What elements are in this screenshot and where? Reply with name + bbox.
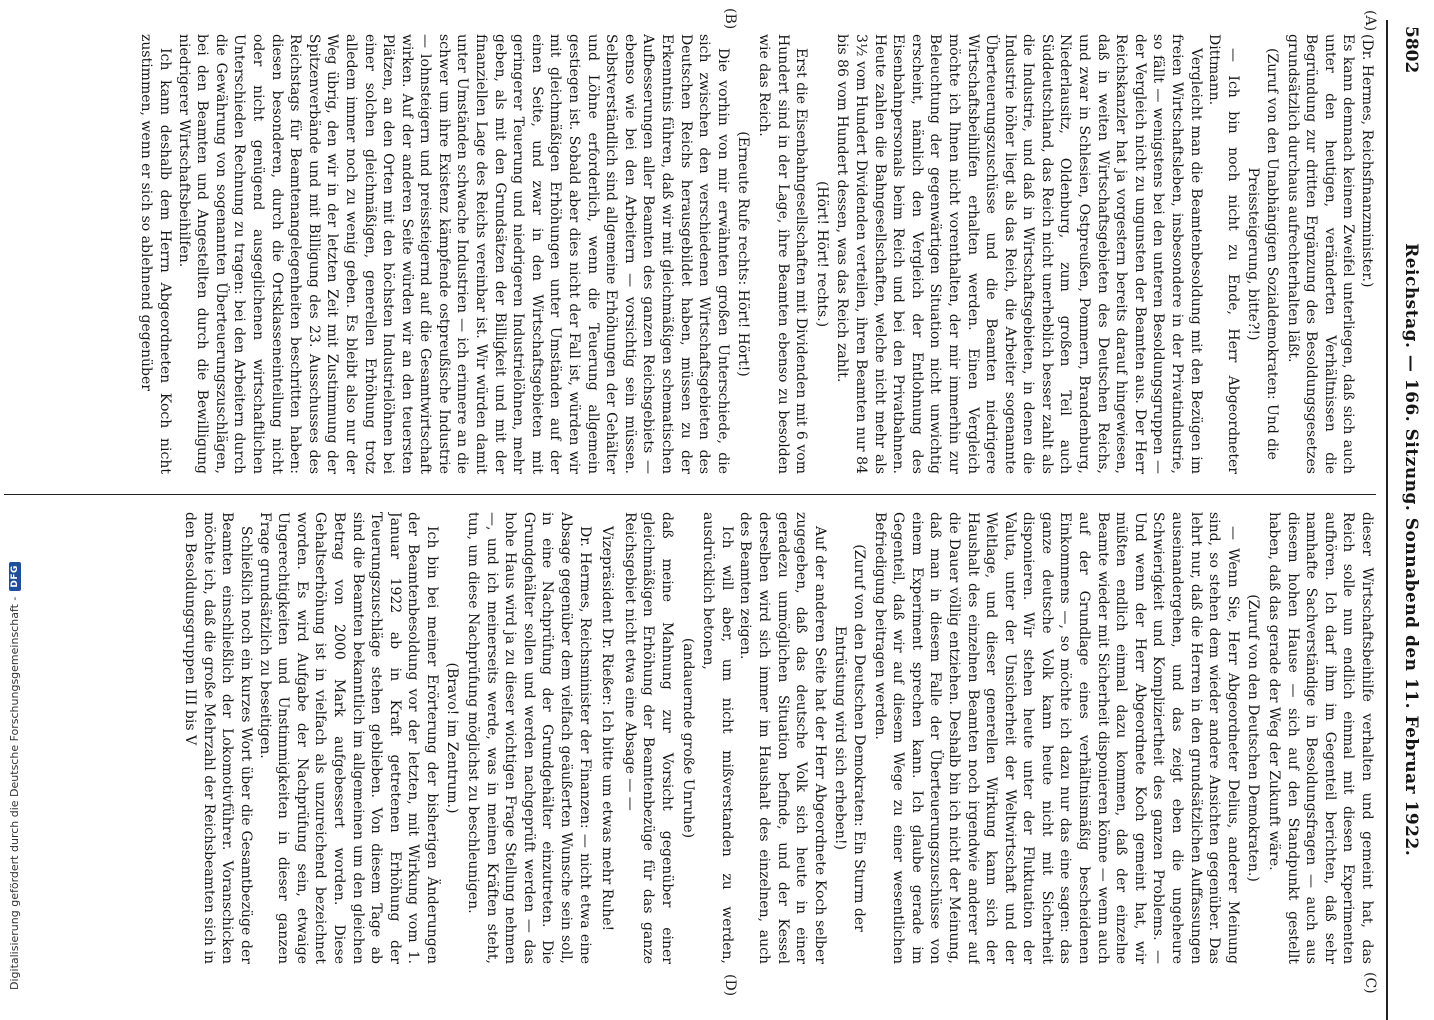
right-text-column — [4, 512, 1376, 964]
digitization-credit — [8, 562, 21, 990]
running-title: Reichstag. — 166. Sitzung. Sonnabend den 11. Februar 1922. — [1401, 243, 1421, 857]
paragraph: (Erneute Rufe rechts: Hört! Hört!) — [735, 131, 752, 377]
paragraph: (Zuruf von den Unabhängigen Sozialdemokraten: Und die Preissteigerung, bitte?!) — [1245, 48, 1281, 460]
margin-marker-d: (D) — [722, 974, 738, 997]
paragraph: — Wenn Sie, Herr Abgeordneter Delius, anderer Meinung sind, so stehen dem wieder andere Ansichten gegenüber. Das lehrt nur, daß die Herren in den grundsätzlichen Auffassungen auseinandergehen, und das zeigt eben die ungeheure Schwierigkeit und Kompliziertheit des ganzen Problems. — Und wenn der Herr Abgeordnete Koch gemeint hat, wir müßten endlich einmal dazu kommen, daß der einzelne Beamte wieder mit Sicherheit disponieren könne — wenn auch auf der Grundlage eines verhältnismäßig bescheidenen Einkommens —, so möchte ich dazu nur das eine sagen: das ganze deutsche Volk kann heute nicht mit Sicherheit disponieren. Wir stehen heute unter der Fluktuation der Valuta, unter der Unsicherheit der Weltwirtschaft und der Weltlage, und dieser generellen Wirkung kann sich der Haushalt des einzelnen Beamten noch irgendwie anderer auf die Dauer völlig entziehen. Deshalb bin ich nicht der Meinung, daß man in diesem Falle der Überteuerungszuschüsse von einem Experiment sprechen kann. Ich glaube gerade im Gegenteil, daß wir auf diesem Wege zu einer wesentlichen Befriedigung beitragen werden. — [871, 512, 1241, 964]
paragraph: Vergleicht man die Beamtenbesoldung mit den Bezügen im freien Wirtschaftsleben, insbesondere in der Privatindustrie, so fällt — wenigstens bei den unteren Besoldungsgruppen — der Vergleich nicht zu ungunsten der Beamten aus. Der Herr Reichskanzler hat ja vorgestern bereits darauf hingewiesen, daß in weiten Wirtschaftsgebieten des Deutschen Reichs, und zwar in Schlesien, Ostpreußen, Pommern, Brandenburg, Niederlausitz, Oldenburg, zum großen Teil auch Süddeutschland, das Reich nicht unerheblich besser zahlt als die Industrie, und daß in Wirtschaftsgebieten, in denen die Industrie höher liegt als das Reich, die Arbeiter sogenannte Überteuerungszuschüsse und die Beamten niedrigere Wirtschaftsbeihilfen erhalten werden. Einen Vergleich möchte ich Ihnen nicht vorenthalten, der mir immerhin zur Beleuchtung der gegenwärtigen Situation nicht unwichtig erscheint, nämlich den Vergleich der Entlohnung des Eisenbahnpersonals beim Reich und bei den Privatbahnen. Heute zahlen die Bahngesellschaften, welche nicht mehr als 3½ vom Hundert Dividenden verteilen, ihren Beamten nur 84 bis 86 vom Hundert dessen, was das Reich zahlt. — [834, 34, 1204, 474]
paragraph: Dr. Hermes, Reichsminister der Finanzen: — nicht etwa eine Absage gegenüber dem vielfach geäußerten Wunsche sein soll, in eine Nachprüfung der Grundgehälter einzutreten. Die Grundgehälter sollen und werden nachgeprüft werden — das hohe Haus wird ja zu dieser wichtigen Frage Stellung nehmen —, und ich meinerseits werde, was in meinen Kräften steht, tun, um diese Nachprüfung möglichst zu beschleunigen. — [465, 512, 593, 964]
left-text-column — [4, 34, 1376, 474]
column-divider — [4, 494, 1376, 495]
paragraph: Vizepräsident Dr. Rießer: Ich bitte um etwas mehr Ruhe! — [599, 526, 616, 932]
page-header — [1386, 20, 1434, 1020]
paragraph: dieser Wirtschaftsbeihilfe verhalten und gemeint hat, das Reich solle nun endlich einmal mit diesen Experimenten aufhören. Ich darf ihm im Gegenteil berichten, daß sehr namhafte Sachverständige in Besoldungsfragen — auch aus diesem hohen Hause — sich auf den Standpunkt gestellt haben, daß das gerade der Weg der Zukunft wäre. — [1266, 512, 1375, 964]
paragraph: Schließlich noch ein kurzes Wort über die Gesamtbezüge der Beamten einschließlich der Lokomotivführer. Voranschicken möchte ich, daß die große Mehrzahl der Reichsbeamten sich in den Besoldungsgruppen III bis V — [182, 512, 254, 964]
margin-marker-b: (B) — [722, 8, 738, 30]
paragraph: (Zuruf von den Deutschen Demokraten: Ein Sturm der Entrüstung wird sich erheben!) — [832, 544, 867, 932]
paragraph: (andauernde große Unruhe) — [679, 637, 696, 839]
paragraph: Auf der anderen Seite hat der Herr Abgeordnete Koch selber zugegeben, daß das deutsche Volk sich heute in einer geradezu unmöglichen Situation befinde, und der Kessel derselben wird sich immer im Haushalt des einzelnen, auch des Beamten zeigen. — [737, 512, 828, 964]
paragraph: — Ich bin noch nicht zu Ende, Herr Abgeordneter Dittmann. — [1206, 34, 1241, 474]
paragraph: (Bravo! im Zentrum.) — [444, 662, 461, 814]
paragraph: Es kann demnach keinem Zweifel unterliegen, daß sich auch unter den heutigen, veränderten Verhältnissen die Begründung zur dritten Ergänzung des Besoldungsgesetzes grundsätzlich durchaus aufrechterhalten läßt. — [1284, 34, 1357, 474]
margin-marker-c: (C) — [1362, 972, 1378, 994]
dfg-logo: DFG — [9, 562, 21, 591]
paragraph: Ich kann deshalb dem Herrn Abgeordneten Koch nicht zustimmen, wenn er sich so ablehnend gegenüber — [138, 34, 173, 474]
paragraph: Erst die Eisenbahngesellschaften mit Dividenden mit 6 vom Hundert sind in der Lage, ihre Beamten ebenso zu besolden wie das Reich. — [756, 34, 810, 474]
paragraph: daß meine Mahnung zur Vorsicht gegenüber einer gleichmäßigen Erhöhung der Beamtenbezüge für das ganze Reichsgebiet nicht etwa eine Absage — — — [621, 512, 676, 964]
credit-text: Digitalisierung gefördert durch die Deutsche Forschungsgemeinschaft - — [8, 596, 21, 990]
paragraph: Die vorhin von mir erwähnten großen Unterschiede, die sich zwischen den verschiedenen Wirtschaftsgebieten des Deutschen Reichs herausgebildet haben, müssen zu der Erkenntnis führen, daß wir mit gleichmäßigen schematischen Aufbesserungen aller Beamten des ganzen Reichsgebiets — ebenso wie bei den Arbeitern — vorsichtig sein müssen. Selbstverständlich sind allgemeine Erhöhungen der Gehälter und Löhne erforderlich, wenn die Teuerung allgemein gestiegen ist. Sobald aber dies nicht der Fall ist, würden wir mit gleichmäßigen Erhöhungen unter Umständen auf der einen Seite, und zwar in den Wirtschaftsgebieten mit geringerer Teuerung und niedrigeren Industrielöhnen, mehr geben, als mit den Grundsätzen der Billigkeit und mit der finanziellen Lage des Reichs vereinbar ist. Wir würden damit unter Umständen schwache Industrien — ich erinnere an die schwer um ihre Existenz kämpfende ostpreußische Industrie — lohnsteigern und preissteigernd auf die Gesamtwirtschaft wirken. Auf der anderen Seite würden wir an den teuersten Plätzen, an den Orten mit den höchsten Industrielöhnen bei einer solchen gleichmäßigen, generellen Erhöhung trotz alledem immer noch zu wenig geben. Es bleibt also nur der Weg übrig, den wir in der letzten Zeit mit Zustimmung der Spitzenverbände und mit Billigung des 23. Ausschusses des Reichstags für Beamtenangelegenheiten beschritten haben: diesen besonderen, durch die Ortsklasseneinteilung nicht oder nicht genügend ausgeglichenen wirtschaftlichen Unterschieden Rechnung zu tragen: bei den Arbeitern durch die Gewährung von sogenannten Überteuerungszuschlägen, bei den Beamten und Angestellten durch die Bewilligung niedrigerer Wirtschaftsbeihilfen. — [175, 34, 731, 474]
paragraph: Ich bin bei meiner Erörterung der bisherigen Änderungen der Beamtenbesoldung vor der letzten, mit Wirkung vom 1. Januar 1922 ab in Kraft getretenen Erhöhung der Teuerungszuschläge stehen geblieben. Von diesem Tage ab sind die Beamten bekanntlich im allgemeinen um den gleichen Betrag von 2000 Mark aufgebessert worden. Diese Gehaltserhöhung ist in vielfach als unzureichend bezeichnet worden. Es wird Aufgabe der Nachprüfung sein, etwaige Ungerechtigkeiten und Unstimmigkeiten in dieser ganzen Frage grundsätzlich zu beseitigen. — [256, 512, 440, 964]
paragraph: (Dr. Hermes, Reichsfinanzminister.) — [1359, 34, 1375, 288]
paragraph: (Hört! Hört! rechts.) — [813, 180, 830, 328]
margin-marker-a: (A) — [1362, 10, 1378, 32]
paragraph: (Zuruf von den Deutschen Demokraten.) — [1245, 594, 1262, 882]
paragraph: Ich will aber, um nicht mißverstanden zu werden, ausdrücklich betonen, — [700, 512, 735, 964]
page-number: 5802 — [1401, 26, 1421, 74]
